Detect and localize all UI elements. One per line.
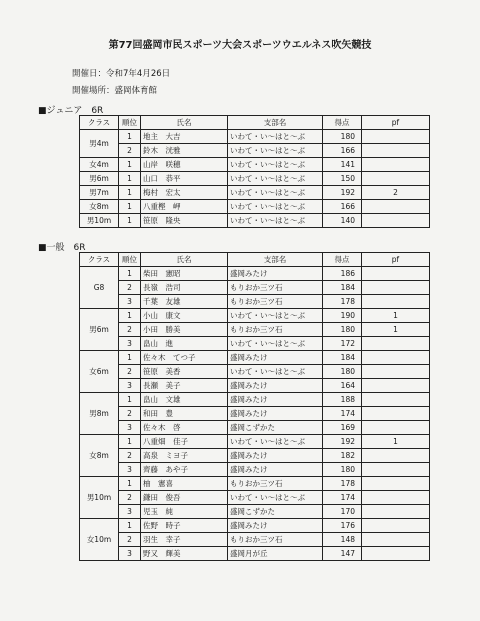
column-header: クラス (80, 253, 119, 267)
rank-cell: 1 (119, 267, 141, 281)
rank-cell: 1 (119, 172, 141, 186)
branch-cell: いわて・い～はと～ぶ (228, 365, 323, 379)
branch-cell: いわて・い～はと～ぶ (228, 337, 323, 351)
table-row (80, 533, 430, 547)
score-cell: 182 (323, 449, 362, 463)
name-cell: 野又 輝美 (141, 547, 228, 561)
name-cell: 梅村 宏太 (141, 186, 228, 200)
name-cell: 笹原 美香 (141, 365, 228, 379)
score-cell: 148 (323, 533, 362, 547)
score-cell: 169 (323, 421, 362, 435)
class-cell: 女6m (80, 351, 119, 393)
branch-cell: いわて・い～はと～ぶ (228, 309, 323, 323)
rank-cell: 1 (119, 309, 141, 323)
pf-cell (362, 158, 430, 172)
pf-cell (362, 351, 430, 365)
name-cell: 長嶺 浩司 (141, 281, 228, 295)
rank-cell: 3 (119, 379, 141, 393)
pf-cell (362, 295, 430, 309)
name-cell: 鈴木 洸雅 (141, 144, 228, 158)
table-row (80, 421, 430, 435)
name-cell: 長瀬 美子 (141, 379, 228, 393)
table-row (80, 449, 430, 463)
pf-cell (362, 463, 430, 477)
table-row (80, 186, 430, 200)
table-row (80, 365, 430, 379)
pf-cell (362, 337, 430, 351)
name-cell: 地主 大吉 (141, 130, 228, 144)
score-cell: 184 (323, 281, 362, 295)
score-cell: 192 (323, 435, 362, 449)
column-header: 支部名 (228, 116, 323, 130)
column-header: pf (362, 116, 430, 130)
pf-cell (362, 267, 430, 281)
score-cell: 150 (323, 172, 362, 186)
branch-cell: いわて・い～はと～ぶ (228, 491, 323, 505)
score-cell: 190 (323, 309, 362, 323)
pf-cell (362, 393, 430, 407)
rank-cell: 2 (119, 281, 141, 295)
table-row (80, 267, 430, 281)
branch-cell: いわて・い～はと～ぶ (228, 200, 323, 214)
branch-cell: 盛岡みたけ (228, 519, 323, 533)
score-cell: 186 (323, 267, 362, 281)
table-row (80, 337, 430, 351)
column-header: クラス (80, 116, 119, 130)
class-cell: 男6m (80, 309, 119, 351)
document-title: 第77回盛岡市民スポーツ大会スポーツウエルネス吹矢競技 (108, 40, 372, 51)
branch-cell: いわて・い～はと～ぶ (228, 158, 323, 172)
branch-cell: 盛岡みたけ (228, 351, 323, 365)
table-row (80, 200, 430, 214)
column-header: 順位 (119, 116, 141, 130)
branch-cell: いわて・い～はと～ぶ (228, 172, 323, 186)
junior-results-table (79, 115, 430, 228)
table-row (80, 477, 430, 491)
branch-cell: 盛岡みたけ (228, 449, 323, 463)
name-cell: 山岸 咲穂 (141, 158, 228, 172)
table-row (80, 214, 430, 228)
table-row (80, 505, 430, 519)
rank-cell: 2 (119, 365, 141, 379)
column-header: pf (362, 253, 430, 267)
branch-cell: いわて・い～はと～ぶ (228, 144, 323, 158)
table-row (80, 144, 430, 158)
table-row (80, 351, 430, 365)
name-cell: 畠山 進 (141, 337, 228, 351)
table-row (80, 435, 430, 449)
score-cell: 141 (323, 158, 362, 172)
pf-cell (362, 491, 430, 505)
name-cell: 笹原 隆央 (141, 214, 228, 228)
class-cell: 男4m (80, 130, 119, 158)
branch-cell: いわて・い～はと～ぶ (228, 130, 323, 144)
column-header: 得点 (323, 116, 362, 130)
name-cell: 佐野 時子 (141, 519, 228, 533)
class-cell: G8 (80, 267, 119, 309)
name-cell: 和田 豊 (141, 407, 228, 421)
name-cell: 千葉 友雄 (141, 295, 228, 309)
score-cell: 184 (323, 351, 362, 365)
column-header: 支部名 (228, 253, 323, 267)
name-cell: 八重樫 岬 (141, 200, 228, 214)
pf-cell (362, 505, 430, 519)
pf-cell: 2 (362, 186, 430, 200)
score-cell: 178 (323, 295, 362, 309)
column-header: 氏名 (141, 253, 228, 267)
general-results-table (79, 252, 430, 561)
rank-cell: 1 (119, 393, 141, 407)
pf-cell: 1 (362, 323, 430, 337)
class-cell: 女4m (80, 158, 119, 172)
score-cell: 170 (323, 505, 362, 519)
table-row (80, 463, 430, 477)
score-cell: 180 (323, 463, 362, 477)
branch-cell: 盛岡月が丘 (228, 547, 323, 561)
rank-cell: 1 (119, 519, 141, 533)
name-cell: 小田 勝美 (141, 323, 228, 337)
score-cell: 166 (323, 144, 362, 158)
branch-cell: いわて・い～はと～ぶ (228, 186, 323, 200)
score-cell: 140 (323, 214, 362, 228)
rank-cell: 1 (119, 130, 141, 144)
rank-cell: 3 (119, 547, 141, 561)
table-row (80, 130, 430, 144)
class-cell: 男6m (80, 172, 119, 186)
score-cell: 174 (323, 491, 362, 505)
branch-cell: もりおか三ツ石 (228, 477, 323, 491)
name-cell: 羽生 幸子 (141, 533, 228, 547)
branch-cell: 盛岡みたけ (228, 267, 323, 281)
name-cell: 山口 恭平 (141, 172, 228, 186)
header-row (80, 253, 430, 267)
pf-cell (362, 365, 430, 379)
junior-heading: ■ジュニア 6R (38, 106, 104, 116)
branch-cell: 盛岡みたけ (228, 379, 323, 393)
name-cell: 小山 康文 (141, 309, 228, 323)
name-cell: 佐々木 啓 (141, 421, 228, 435)
rank-cell: 1 (119, 435, 141, 449)
pf-cell (362, 407, 430, 421)
name-cell: 高泉 ミヨ子 (141, 449, 228, 463)
table-row (80, 295, 430, 309)
branch-cell: 盛岡こずかた (228, 421, 323, 435)
name-cell: 柚 憲喜 (141, 477, 228, 491)
table-row (80, 158, 430, 172)
score-cell: 147 (323, 547, 362, 561)
table-row (80, 172, 430, 186)
score-cell: 180 (323, 365, 362, 379)
general-heading: ■一般 6R (38, 243, 86, 253)
pf-cell (362, 379, 430, 393)
pf-cell: 1 (362, 309, 430, 323)
score-cell: 180 (323, 130, 362, 144)
name-cell: 児玉 純 (141, 505, 228, 519)
score-cell: 166 (323, 200, 362, 214)
name-cell: 八重畑 佳子 (141, 435, 228, 449)
score-cell: 188 (323, 393, 362, 407)
column-header: 氏名 (141, 116, 228, 130)
class-cell: 男10m (80, 477, 119, 519)
rank-cell: 1 (119, 214, 141, 228)
class-cell: 男7m (80, 186, 119, 200)
branch-cell: 盛岡みたけ (228, 393, 323, 407)
pf-cell (362, 421, 430, 435)
rank-cell: 1 (119, 186, 141, 200)
pf-cell (362, 477, 430, 491)
table-row (80, 393, 430, 407)
rank-cell: 1 (119, 200, 141, 214)
name-cell: 鎌田 俊吾 (141, 491, 228, 505)
score-cell: 174 (323, 407, 362, 421)
score-cell: 192 (323, 186, 362, 200)
branch-cell: いわて・い～はと～ぶ (228, 435, 323, 449)
table-row (80, 407, 430, 421)
rank-cell: 2 (119, 407, 141, 421)
column-header: 順位 (119, 253, 141, 267)
table-row (80, 491, 430, 505)
branch-cell: 盛岡みたけ (228, 407, 323, 421)
rank-cell: 2 (119, 323, 141, 337)
name-cell: 齊藤 あや子 (141, 463, 228, 477)
pf-cell (362, 214, 430, 228)
name-cell: 畠山 文雄 (141, 393, 228, 407)
rank-cell: 1 (119, 477, 141, 491)
table-row (80, 281, 430, 295)
pf-cell (362, 144, 430, 158)
class-cell: 男8m (80, 393, 119, 435)
column-header: 得点 (323, 253, 362, 267)
rank-cell: 3 (119, 463, 141, 477)
branch-cell: もりおか三ツ石 (228, 281, 323, 295)
table-row (80, 379, 430, 393)
pf-cell (362, 533, 430, 547)
table-row (80, 309, 430, 323)
score-cell: 176 (323, 519, 362, 533)
rank-cell: 2 (119, 491, 141, 505)
pf-cell (362, 449, 430, 463)
name-cell: 佐々木 てつ子 (141, 351, 228, 365)
branch-cell: 盛岡みたけ (228, 463, 323, 477)
class-cell: 女8m (80, 435, 119, 477)
branch-cell: もりおか三ツ石 (228, 295, 323, 309)
score-cell: 180 (323, 323, 362, 337)
branch-cell: いわて・い～はと～ぶ (228, 214, 323, 228)
table-row (80, 547, 430, 561)
pf-cell (362, 547, 430, 561)
score-cell: 164 (323, 379, 362, 393)
score-cell: 172 (323, 337, 362, 351)
rank-cell: 3 (119, 505, 141, 519)
class-cell: 女10m (80, 519, 119, 561)
header-row (80, 116, 430, 130)
rank-cell: 1 (119, 351, 141, 365)
branch-cell: もりおか三ツ石 (228, 533, 323, 547)
pf-cell (362, 281, 430, 295)
rank-cell: 2 (119, 449, 141, 463)
pf-cell: 1 (362, 435, 430, 449)
branch-cell: 盛岡こずかた (228, 505, 323, 519)
pf-cell (362, 130, 430, 144)
rank-cell: 3 (119, 295, 141, 309)
rank-cell: 2 (119, 533, 141, 547)
rank-cell: 3 (119, 337, 141, 351)
rank-cell: 1 (119, 158, 141, 172)
rank-cell: 3 (119, 421, 141, 435)
event-venue: 開催場所：盛岡体育館 (72, 86, 158, 96)
score-cell: 178 (323, 477, 362, 491)
rank-cell: 2 (119, 144, 141, 158)
pf-cell (362, 519, 430, 533)
class-cell: 男10m (80, 214, 119, 228)
class-cell: 女8m (80, 200, 119, 214)
table-row (80, 323, 430, 337)
branch-cell: もりおか三ツ石 (228, 323, 323, 337)
event-date: 開催日：令和7年4月26日 (72, 69, 171, 79)
pf-cell (362, 172, 430, 186)
table-row (80, 519, 430, 533)
pf-cell (362, 200, 430, 214)
name-cell: 柴田 憲昭 (141, 267, 228, 281)
